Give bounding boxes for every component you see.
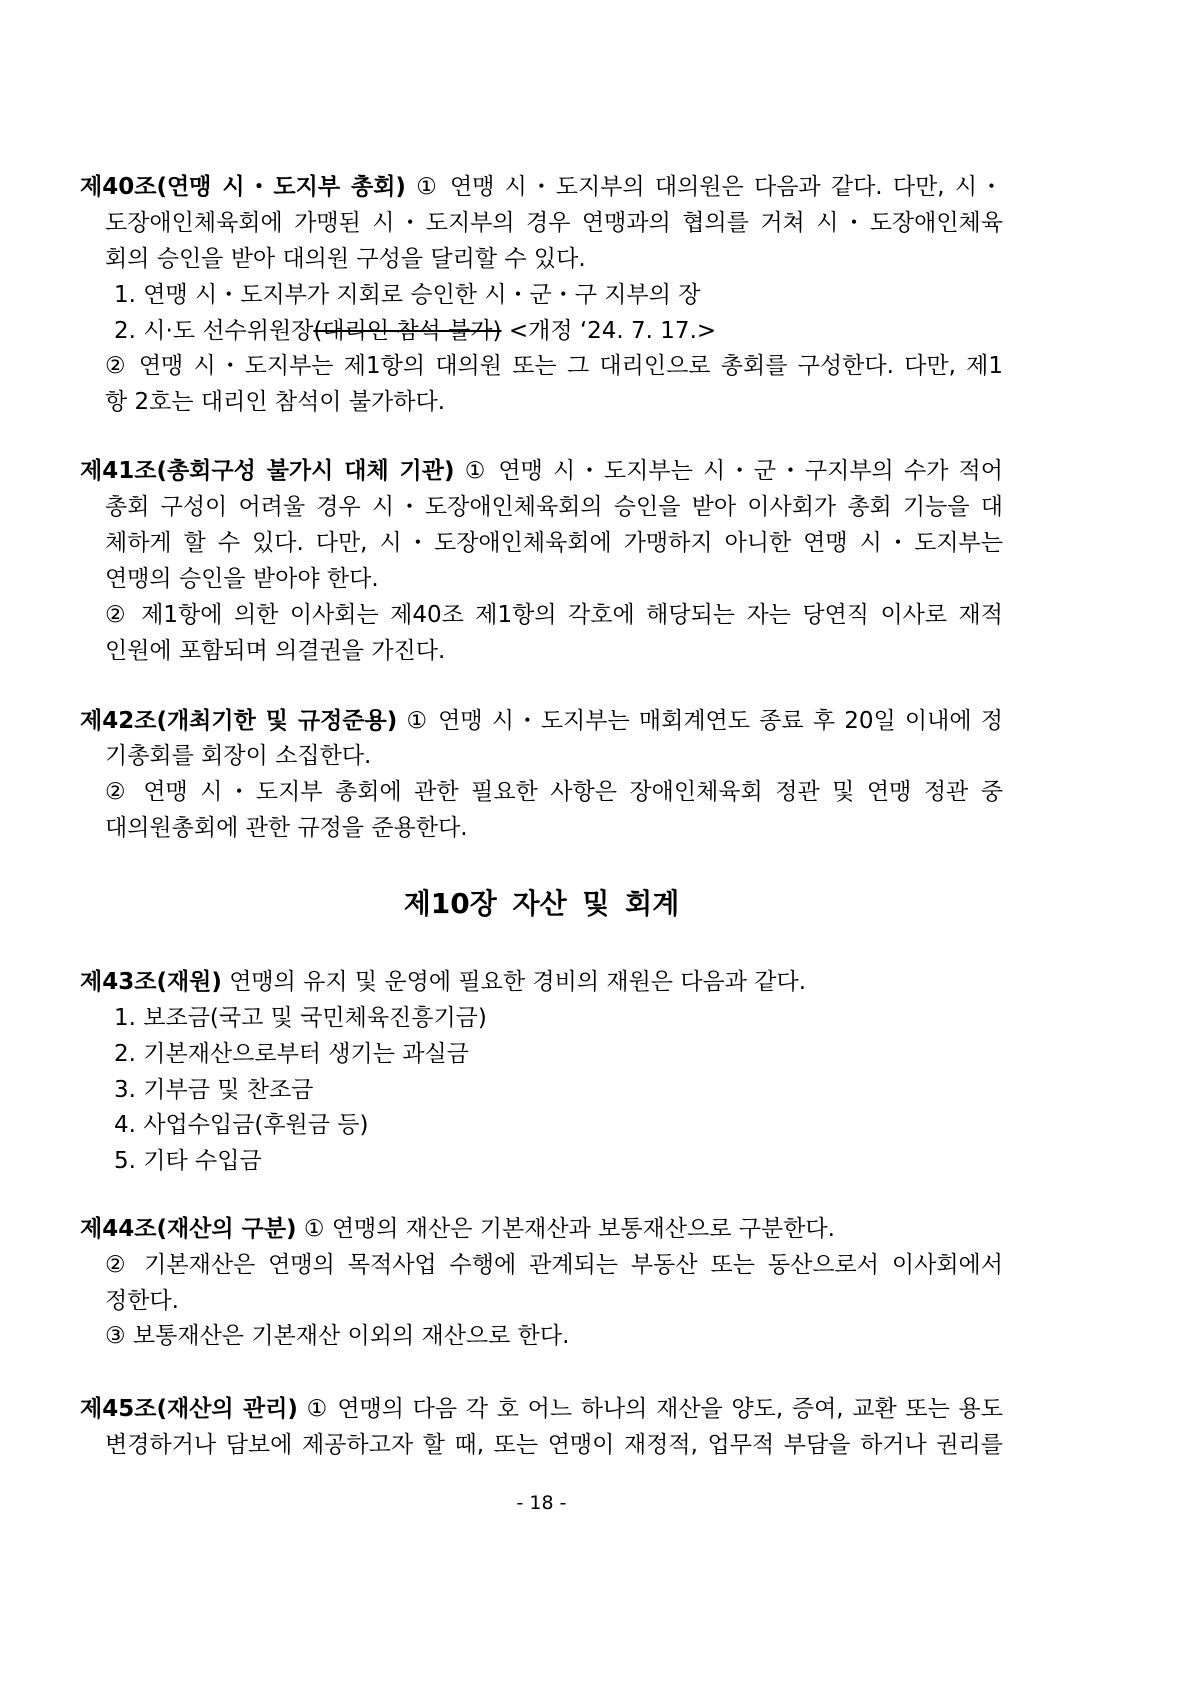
clause-text: ① 연맹의 다음 각 호 어느 하나의 재산을 양도, 증여, 교환 또는 용도: [306, 1395, 1003, 1422]
clause-line: 회의 승인을 받아 대의원 구성을 달리할 수 있다.: [105, 245, 586, 272]
chapter-heading: 제10장 자산 및 회계: [403, 886, 680, 920]
article-title: 제41조(총회구성 불가시 대체 기관): [80, 458, 455, 485]
clause-line: ② 연맹 시・도지부 총회에 관한 필요한 사항은 장애인체육회 정관 및 연맹 정관 중: [105, 779, 1003, 806]
list-item: 1. 연맹 시・도지부가 지회로 승인한 시・군・구 지부의 장: [114, 281, 701, 308]
article-42: [80, 704, 1003, 848]
list-item-text: 2. 시·도 선수위원장: [114, 317, 314, 344]
list-item: [80, 314, 1003, 350]
article-40: [80, 170, 1003, 421]
article-44: [80, 1212, 1003, 1356]
clause-line: 기총회를 회장이 소집한다.: [105, 743, 372, 770]
list-item: 2. 기본재산으로부터 생기는 과실금: [114, 1040, 469, 1067]
article-title: 제42조(개최기한 및 규정준용): [80, 707, 398, 734]
article-title: 제44조(재산의 구분): [80, 1215, 297, 1242]
clause-line: 변경하거나 담보에 제공하고자 할 때, 또는 연맹이 재정적, 업무적 부담을 하거나 권리를: [105, 1431, 1003, 1458]
article-41: [80, 454, 1003, 669]
clause-line: 총회 구성이 어려울 경우 시・도장애인체육회의 승인을 받아 이사회가 총회 기능을 대: [105, 494, 1003, 521]
clause-line: 항 2호는 대리인 참석이 불가하다.: [105, 389, 446, 416]
clause-line: 인원에 포함되며 의결권을 가진다.: [105, 637, 446, 664]
clause-line: ② 연맹 시・도지부는 제1항의 대의원 또는 그 대리인으로 총회를 구성한다. 다만, 제1: [105, 353, 1003, 380]
clause-line: ② 기본재산은 연맹의 목적사업 수행에 관계되는 부동산 또는 동산으로서 이사회에서: [105, 1251, 1003, 1278]
deleted-text: (대리인 참석 불가): [313, 317, 502, 344]
article-first-line: [80, 1392, 1003, 1428]
clause-text: ① 연맹 시・도지부는 시・군・구지부의 수가 적어: [464, 458, 1003, 485]
clause-text: ① 연맹 시・도지부의 대의원은 다음과 같다. 다만, 시・: [416, 174, 1004, 200]
article-title: 제43조(재원): [80, 968, 222, 995]
clause-line: ② 제1항에 의한 이사회는 제40조 제1항의 각호에 해당되는 자는 당연직 이사로 재적: [105, 601, 1003, 628]
article-title: 제45조(재산의 관리): [80, 1395, 298, 1422]
article-first-line: [80, 170, 1003, 206]
article-first-line: [80, 704, 1003, 740]
article-45: [80, 1392, 1003, 1464]
clause-text: ① 연맹 시・도지부는 매회계연도 종료 후 20일 이내에 정: [406, 707, 1004, 734]
list-item: 5. 기타 수입금: [114, 1148, 262, 1175]
list-item: 1. 보조금(국고 및 국민체육진흥기금): [114, 1004, 487, 1031]
amendment-note: <개정 ‘24. 7. 17.>: [508, 317, 717, 344]
article-first-line: [80, 1212, 1003, 1248]
clause-line: ③ 보통재산은 기본재산 이외의 재산으로 한다.: [105, 1323, 570, 1350]
page-body: [80, 170, 1003, 1464]
article-body: 연맹의 유지 및 운영에 필요한 경비의 재원은 다음과 같다.: [229, 968, 807, 995]
clause-line: 대의원총회에 관한 규정을 준용한다.: [105, 815, 468, 842]
clause-line: 체하게 할 수 있다. 다만, 시・도장애인체육회에 가맹하지 아니한 연맹 시・도지부는: [105, 530, 1003, 557]
article-first-line: [80, 965, 1003, 1001]
clause-line: 도장애인체육회에 가맹된 시・도지부의 경우 연맹과의 협의를 거쳐 시・도장애인체육: [105, 209, 1003, 236]
article-43: [80, 965, 1003, 1180]
clause-line: 정한다.: [105, 1287, 179, 1314]
article-first-line: [80, 454, 1003, 490]
clause-text: ① 연맹의 재산은 기본재산과 보통재산으로 구분한다.: [303, 1215, 835, 1242]
clause-line: 연맹의 승인을 받아야 한다.: [105, 565, 379, 592]
list-item: 3. 기부금 및 찬조금: [114, 1076, 314, 1103]
page-number: - 18 -: [516, 1492, 567, 1514]
article-title: 제40조(연맹 시・도지부 총회): [80, 174, 406, 200]
list-item: 4. 사업수입금(후원금 등): [114, 1112, 369, 1139]
